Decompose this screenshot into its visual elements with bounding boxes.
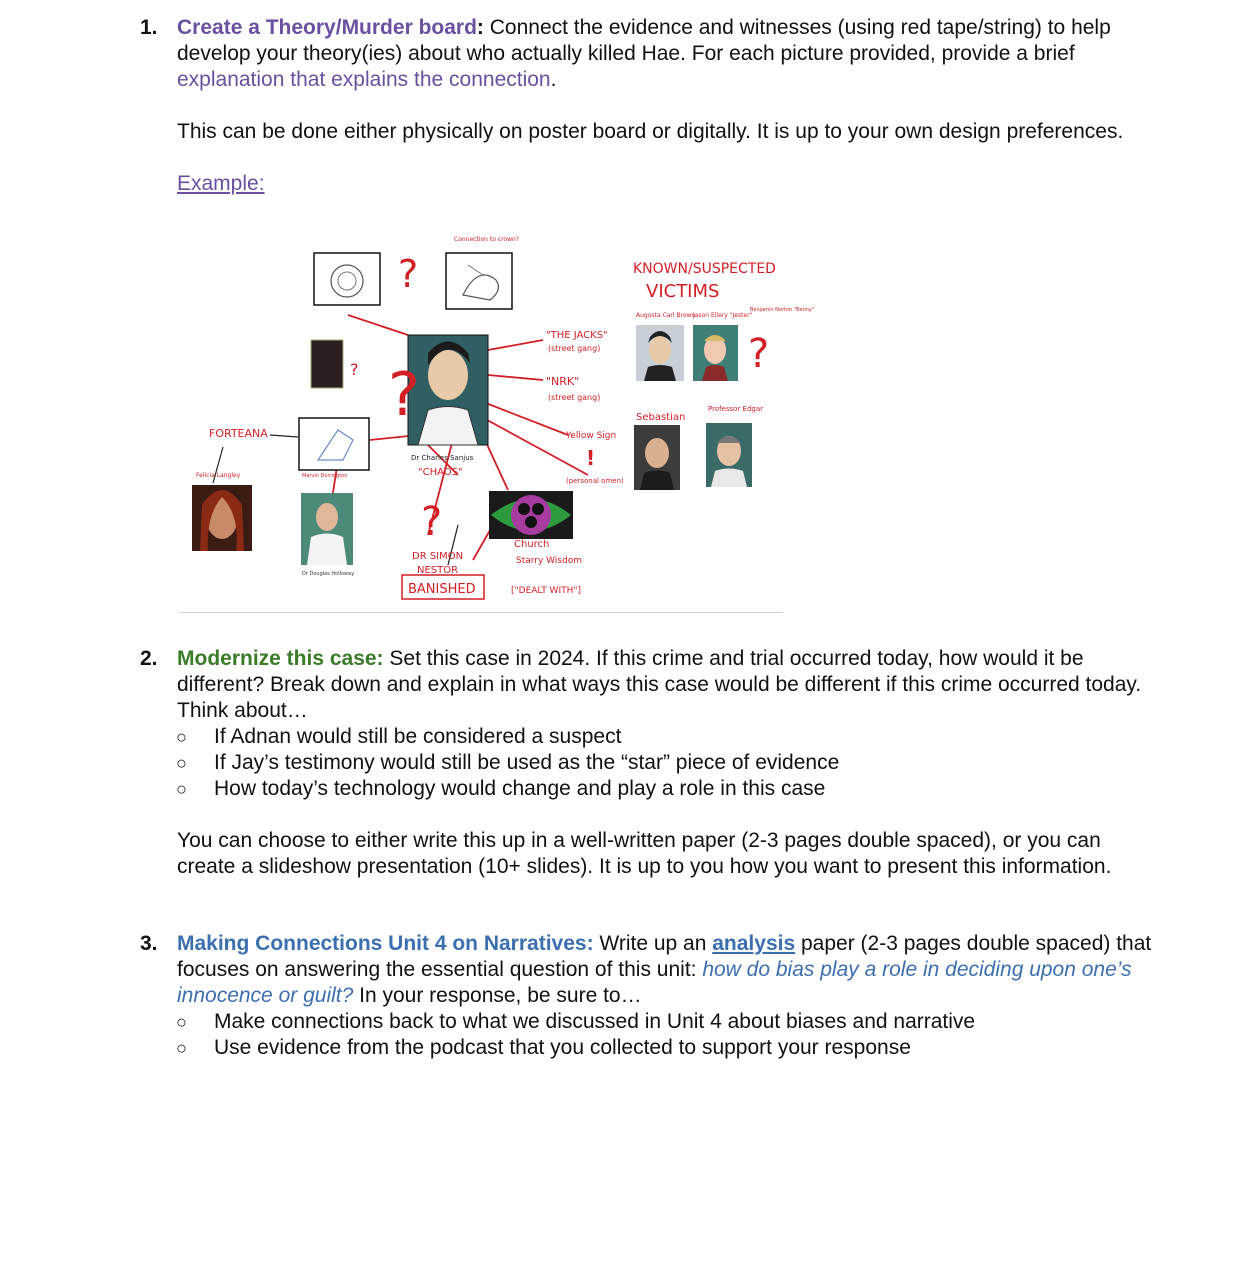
item-3-text-c: In your response, be sure to…: [353, 984, 642, 1007]
benjamin-label: Benjamin Norton "Benny": [750, 307, 815, 313]
bullet-circle-icon: ○: [176, 727, 187, 747]
augusta-label: Augusta Carl Brown: [636, 312, 696, 319]
victim-portrait-2: [693, 325, 738, 381]
exclamation-mark: !: [586, 446, 596, 470]
item-3-bullet: ○ Use evidence from the podcast that you collected to support your response: [176, 1036, 911, 1059]
chaos-label: "CHAOS": [418, 467, 463, 478]
item-2-body: [177, 646, 1152, 724]
bullet-circle-icon: ○: [176, 753, 187, 773]
dark-picture: [311, 340, 343, 388]
forteana-label: FORTEANA: [209, 427, 268, 440]
question-mark-red-large: ?: [388, 360, 420, 430]
item-1-body: [177, 15, 1152, 197]
bullet-circle-icon: ○: [176, 779, 187, 799]
victim-question-mark: ?: [748, 331, 770, 377]
item-3-number: 3.: [140, 932, 158, 955]
bullet-circle-icon: ○: [176, 1012, 187, 1032]
question-mark-top: ?: [398, 252, 419, 296]
item-2-text: Set this case in 2024. If this crime and trial occurred today, how would it be different? Break down and explain in what ways this case would be different if this crime occurred today. Think about…: [177, 647, 1142, 722]
item-2-title: Modernize this case:: [177, 647, 384, 670]
dealt-with-label: ["DEALT WITH"]: [511, 586, 582, 596]
douglas-label: Dr Douglas Holloway: [302, 571, 355, 577]
evidence-sketch-3: [299, 418, 369, 470]
charles-label: Dr Charles Sanjus: [411, 454, 474, 462]
felicia-label: Felicia Langley: [196, 472, 241, 479]
banished-label: BANISHED: [408, 582, 476, 597]
marvin-label: Marvin Dorrington: [302, 473, 348, 479]
sebastian-label: Sebastian: [636, 412, 686, 423]
professor-label: Professor Edgar: [708, 405, 764, 413]
murder-board-example: [178, 225, 815, 615]
item-3-paragraph: [177, 931, 1152, 1009]
example-link[interactable]: Example:: [177, 172, 265, 195]
item-2-bullets: [140, 724, 1150, 802]
item-1-title: Create a Theory/Murder board: [177, 16, 477, 39]
item-1-text-a: Connect the evidence and witnesses (using red tape/string) to help develop your theory(ies) about who actually killed Hae. For each picture provided, provide a brief: [177, 16, 1111, 65]
connection-label: Connection to crown?: [454, 236, 519, 243]
question-mark-lower: ?: [421, 499, 443, 545]
victims-title-1: KNOWN/SUSPECTED: [633, 261, 776, 277]
item-1-colon: :: [476, 16, 484, 39]
question-mark-small: ?: [350, 360, 359, 379]
item-1-paragraph: [177, 15, 1152, 93]
item-3-body: [177, 931, 1152, 1009]
essential-question: how do bias play a role in deciding upon one’s innocence or guilt?: [177, 958, 1132, 1007]
board-divider: [180, 612, 783, 613]
item-2-paragraph-2-block: [177, 828, 1152, 880]
the-jacks-label: "THE JACKS": [546, 330, 608, 341]
item-3-bullets: [140, 1009, 1150, 1061]
item-2-number: 2.: [140, 647, 158, 670]
personal-omen-label: (personal omen): [566, 477, 624, 485]
yellow-sign-label: Yellow Sign: [566, 431, 617, 441]
item-2-bullet: ○ If Jay’s testimony would still be used as the “star” piece of evidence: [176, 751, 840, 774]
jason-label: Jason Ellery "Jester": [693, 312, 753, 319]
church-label: Church: [514, 539, 550, 550]
item-1-text-b: .: [550, 68, 557, 91]
nestor-label: NESTOR: [417, 565, 459, 576]
eye-symbol: [489, 491, 573, 539]
item-1-number: 1.: [140, 16, 158, 39]
nrk-label: "NRK": [546, 375, 580, 388]
item-1-paragraph-2: This can be done either physically on poster board or digitally. It is up to your own design preferences.: [177, 120, 1124, 143]
central-portrait: [408, 335, 488, 445]
evidence-sketch-2: [446, 253, 512, 309]
starry-wisdom-label: Starry Wisdom: [516, 556, 583, 566]
nrk-sub: (street gang): [548, 393, 601, 402]
simon-label: DR SIMON: [412, 551, 464, 562]
item-3-text-a: Write up an: [593, 932, 713, 955]
item-2-bullet: ○ How today’s technology would change and play a role in this case: [176, 777, 826, 800]
item-3-title: Making Connections Unit 4 on Narratives:: [177, 932, 594, 955]
portrait-woman: [192, 485, 252, 551]
portrait-doctor: [301, 493, 353, 565]
item-2-bullet: ○ If Adnan would still be considered a suspect: [176, 725, 622, 748]
evidence-sketch-1: [314, 253, 380, 305]
item-3-text-b: paper (2-3 pages double spaced) that focuses on answering the essential question of this unit:: [177, 932, 1152, 981]
the-jacks-sub: (street gang): [548, 344, 601, 353]
victim-portrait-1: [636, 325, 684, 381]
item-3-bullet: ○ Make connections back to what we discussed in Unit 4 about biases and narrative: [176, 1010, 976, 1033]
victim-portrait-3: [634, 425, 680, 490]
victims-title-2: VICTIMS: [646, 281, 720, 302]
analysis-link[interactable]: analysis: [712, 932, 796, 955]
item-2-paragraph: [177, 646, 1152, 724]
item-1-text-purple: explanation that explains the connection: [177, 68, 551, 91]
item-2-paragraph-2: You can choose to either write this up in a well-written paper (2-3 pages double spaced), or you can create a slideshow presentation (10+ slides). It is up to you how you want to present this information.: [177, 829, 1112, 878]
victim-portrait-4: [706, 423, 752, 487]
bullet-circle-icon: ○: [176, 1038, 187, 1058]
